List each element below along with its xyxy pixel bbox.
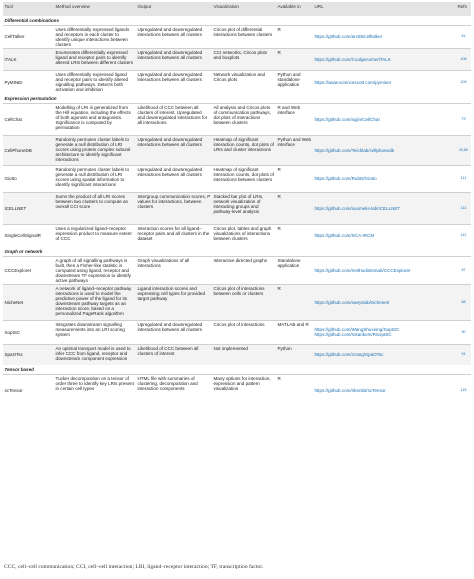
table-body <box>3 16 471 407</box>
tool-cell: iTALK <box>3 48 54 70</box>
availability-cell: R and Web interface <box>276 103 313 135</box>
section-header-row <box>3 365 471 374</box>
method-cell: Tucker decomposition on a tensor of order three to identify key LRIs present in certain cell types <box>54 374 136 407</box>
visualization-cell: Stacked bar plot of LRIs, network visualization of interacting groups and pathway-level analysis <box>212 192 276 224</box>
header-refs: Refs <box>456 2 471 16</box>
visualization-cell: Interactive directed graphs <box>212 256 276 284</box>
tool-cell: CellPhoneDB <box>3 135 54 165</box>
method-cell: An optimal transport model is used to infer CCC from ligand, receptor and downstream component expression <box>54 344 136 365</box>
visualization-cell: Circos plot of differential interactions between clusters <box>212 25 276 48</box>
visualization-cell: Heatmap of significant interaction counts, dot plots of interactions between clusters <box>212 165 276 192</box>
url-link[interactable]: https://github.com/zcang/SpaOTsc <box>313 344 456 365</box>
method-cell: Randomly permutes cluster labels to generate a null distribution of LRI scores using protein complex subunit architecture to identify significant interactions <box>54 135 136 165</box>
availability-cell: R <box>276 284 313 320</box>
table-row <box>3 165 471 192</box>
tool-cell: CCCExplorer <box>3 256 54 284</box>
output-cell: Likelihood of CCC between all clusters of interest. Upregulated and downregulated interactions for all interactions <box>136 103 212 135</box>
output-cell: Intergroup communication scores, P values for interactions, between clusters <box>136 192 212 224</box>
table-row <box>3 320 471 344</box>
visualization-cell: Many options for interaction, expression and pattern visualization <box>212 374 276 407</box>
section-header-row <box>3 247 471 256</box>
tool-cell: SingleCellSignalR <box>3 224 54 247</box>
output-cell: Graph visualizations of all interactions <box>136 256 212 284</box>
header-method: Method overview <box>54 2 136 16</box>
url-link[interactable]: https://github.com/RubD/Giotto <box>313 165 456 192</box>
availability-cell: Python <box>276 344 313 365</box>
url-link[interactable]: https://github.com/saeyslab/nichenetr <box>313 284 456 320</box>
table-row <box>3 192 471 224</box>
reference-link[interactable]: 111 <box>456 165 471 192</box>
reference-link[interactable]: 113 <box>456 192 471 224</box>
reference-link[interactable]: 109 <box>456 70 471 94</box>
output-cell: Likelihood of CCC between all clusters of interest <box>136 344 212 365</box>
header-tool: Tool <box>3 2 54 16</box>
output-cell: Upregulated and downregulated interactions between all clusters <box>136 135 212 165</box>
table-row <box>3 70 471 94</box>
reference-link[interactable]: 87 <box>456 256 471 284</box>
table-row <box>3 284 471 320</box>
method-cell: Uses a regularized ligand–receptor expression product to measure extent of CCC <box>54 224 136 247</box>
method-cell: Integrates downstream signalling measurements into an LRI scoring system <box>54 320 136 344</box>
url-link[interactable]: https://github.com/Coolgenome/iTALK <box>313 48 456 70</box>
url-link[interactable]: https://github.com/Teichlab/cellphonedb <box>313 135 456 165</box>
method-cell: Sums the product of all LRI scores between two clusters to compute an overall CCI score <box>54 192 136 224</box>
header-row <box>3 2 471 16</box>
section-title: Differential combinations <box>4 18 59 23</box>
url-link[interactable]: https://github.com/SCA-IRCM <box>313 224 456 247</box>
output-cell: Upregulated and downregulated interactions between all clusters <box>136 165 212 192</box>
methods-table <box>3 2 471 407</box>
section-header-row <box>3 16 471 25</box>
tool-cell: scTensor <box>3 374 54 407</box>
url-link[interactable]: https://github.com/WangShuxiong/SoptSC https://github.com/mkarikom/RSoptSC <box>313 320 456 344</box>
availability-cell: R <box>276 374 313 407</box>
availability-cell: R <box>276 48 313 70</box>
table-row <box>3 224 471 247</box>
output-cell: Upregulated and downregulated interactions between all clusters <box>136 70 212 94</box>
method-cell: A graph of all signalling pathways is built, then a Fisher-like statistic is computed using ligand, receptor and downstream TF expression to identify active pathways <box>54 256 136 284</box>
url-link[interactable]: https://github.com/sqjin/CellChat <box>313 103 456 135</box>
output-cell: Ligand interaction scores and expressing cell types for provided target pathway <box>136 284 212 320</box>
section-header-row <box>3 94 471 103</box>
availability-cell: R <box>276 224 313 247</box>
table-row <box>3 103 471 135</box>
visualization-cell: Circos plot of interactions between cells or clusters <box>212 284 276 320</box>
header-available: Available in <box>276 2 313 16</box>
header-visualization: Visualization <box>212 2 276 16</box>
availability-cell: Python and standalone application <box>276 70 313 94</box>
reference-link[interactable]: 115 <box>456 374 471 407</box>
tool-cell: Giotto <box>3 165 54 192</box>
reference-link[interactable]: 90 <box>456 320 471 344</box>
reference-link[interactable]: 79 <box>456 103 471 135</box>
method-cell: Uses differentially expressed ligands and receptors in each cluster to identify unique interactions between clusters <box>54 25 136 48</box>
header-url: URL <box>313 2 456 16</box>
visualization-cell: Heatmap of significant interaction counts, dot plots of LRIs and cluster interactions <box>212 135 276 165</box>
visualization-cell: Not implemented <box>212 344 276 365</box>
header-output: Output <box>136 2 212 16</box>
output-cell: Upregulated and downregulated interactions between all clusters <box>136 48 212 70</box>
method-cell: A network of ligand–receptor pathway interactions is used to model the predictive power of the ligand for its downstream pathway targets as an interaction score, based on a personalized PageRank algorithm <box>54 284 136 320</box>
visualization-cell: CCI networks, Circos plots and boxplots <box>212 48 276 70</box>
reference-link[interactable]: 30,80 <box>456 135 471 165</box>
reference-link[interactable]: 91 <box>456 344 471 365</box>
tool-cell: CellTalker <box>3 25 54 48</box>
visualization-cell: Circos plot of interactions <box>212 320 276 344</box>
method-cell: Uses differentially expressed ligand and receptor pairs to identify altered signalling pathways. Detects both activation and inhibition <box>54 70 136 94</box>
visualization-cell: Circos plot, tables and graph visualizations of interactions between clusters <box>212 224 276 247</box>
visualization-cell: Network visualization and Circos plots <box>212 70 276 94</box>
url-link[interactable]: https://github.com/soumelis-lab/ICELLNET <box>313 192 456 224</box>
tool-cell: PyMINEr <box>3 70 54 94</box>
url-link[interactable]: https://www.sciencescott.com/pyminer <box>313 70 456 94</box>
method-cell: Enumerates differentially expressed ligand and receptor pairs to identify altered LRIs between different clusters <box>54 48 136 70</box>
tool-cell: SoptSC <box>3 320 54 344</box>
availability-cell: R <box>276 25 313 48</box>
reference-link[interactable]: 108 <box>456 48 471 70</box>
section-title: Expression permutation <box>4 96 57 101</box>
availability-cell: R <box>276 165 313 192</box>
availability-cell: Standalone application <box>276 256 313 284</box>
footnote: CCC, cell–cell communication; CCI, cell–cell interaction; LRI, ligand–receptor interaction; TF, transcription factor. <box>4 564 264 570</box>
table-row <box>3 256 471 284</box>
output-cell: Upregulated and downregulated interactions between all clusters <box>136 320 212 344</box>
table-row <box>3 374 471 407</box>
reference-link[interactable]: 112 <box>456 224 471 247</box>
table-row <box>3 135 471 165</box>
section-title: Graph or network <box>4 249 43 254</box>
method-cell: Modelling of LRI is generalized from the Hill equation, including the effects of both agonists and antagonists. Significance is computed by permutation <box>54 103 136 135</box>
output-cell: Interaction scores for all ligand–receptor pairs and all clusters in the dataset <box>136 224 212 247</box>
url-link[interactable]: https://github.com/methodistsmab/CCCExplorer <box>313 256 456 284</box>
output-cell: Upregulated and downregulated interactions between all clusters <box>136 25 212 48</box>
table-row <box>3 48 471 70</box>
tool-cell: SpaOTsc <box>3 344 54 365</box>
url-link[interactable]: https://github.com/rikenbit/scTensor <box>313 374 456 407</box>
section-title: Tensor based <box>4 367 34 372</box>
table-row <box>3 344 471 365</box>
visualization-cell: All analysis and Circos plots of communication pathways, dot plots of interactions between clusters <box>212 103 276 135</box>
availability-cell: R <box>276 192 313 224</box>
availability-cell: Python and Web interface <box>276 135 313 165</box>
availability-cell: MATLAB and R <box>276 320 313 344</box>
method-cell: Randomly permutes cluster labels to generate a null distribution of LRI scores using spatial information to identify significant interactions <box>54 165 136 192</box>
tool-cell: NicheNet <box>3 284 54 320</box>
reference-link[interactable]: 61 <box>456 25 471 48</box>
reference-link[interactable]: 88 <box>456 284 471 320</box>
table-row <box>3 25 471 48</box>
url-link[interactable]: https://github.com/arc85/celltalker <box>313 25 456 48</box>
tool-cell: ICELLNET <box>3 192 54 224</box>
tool-cell: CellChat <box>3 103 54 135</box>
output-cell: HTML file with summaries of clustering, decomposition and interaction components <box>136 374 212 407</box>
